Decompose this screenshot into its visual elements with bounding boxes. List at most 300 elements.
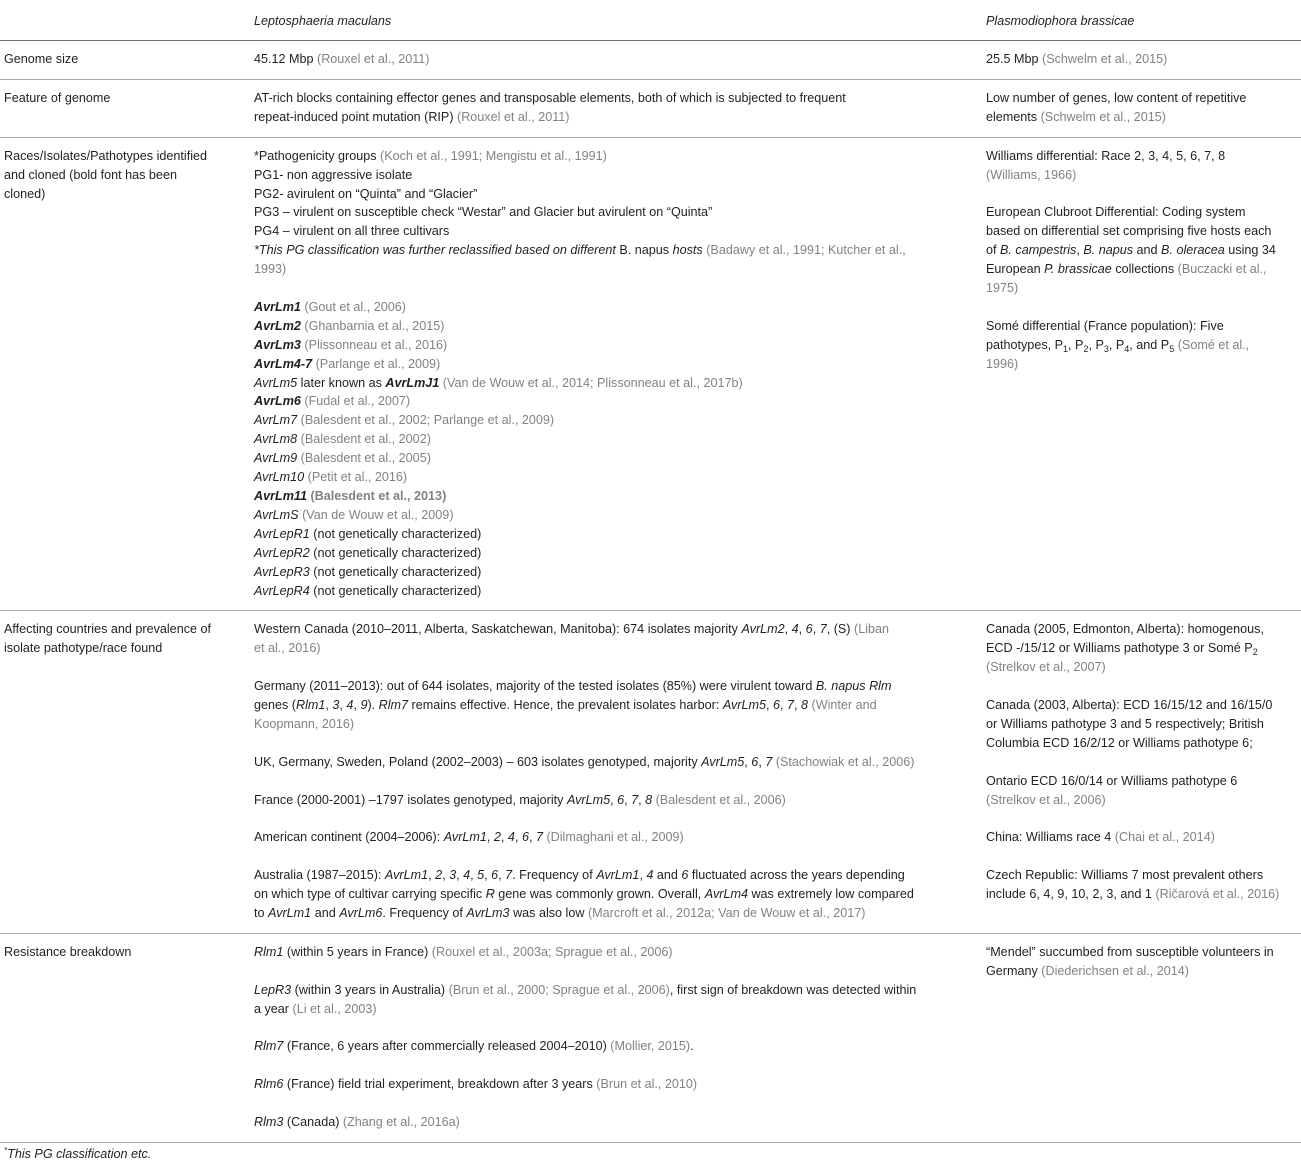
avr-gene-item <box>254 336 976 355</box>
pb-races <box>980 137 1301 611</box>
gene: AvrLm5 <box>566 792 611 807</box>
lm-feature-line2: repeat-induced point mutation (RIP) <box>254 109 454 124</box>
pb-genome-size-value: 25.5 Mbp <box>986 52 1039 66</box>
avr-gene-note: (not genetically characterized) <box>313 583 482 598</box>
lm-genome-size-value: 45.12 Mbp <box>254 52 314 66</box>
pb-some-line <box>986 336 1297 355</box>
pb-ecd-line <box>986 241 1297 260</box>
text: Germany <box>986 963 1038 978</box>
avr-gene-name: AvrLepR2 <box>254 545 310 560</box>
entry-france <box>254 791 976 810</box>
text: , P <box>1068 337 1084 352</box>
avr-gene-name: AvrLm5 <box>254 375 298 390</box>
text: , <box>500 830 505 845</box>
subscript: 1 <box>1063 343 1069 354</box>
text: , <box>484 868 488 883</box>
entry-germany <box>254 677 976 696</box>
text: , <box>784 622 789 637</box>
citation: (Balesdent et al., 2002; Parlange et al., 2009) <box>300 413 555 428</box>
text: of <box>986 243 997 258</box>
avr-gene-item <box>254 582 976 601</box>
citation: (Balesdent et al., 2006) <box>655 792 786 807</box>
pg-note-b: B. napus <box>619 243 670 258</box>
gene: 7 <box>535 830 543 845</box>
citation: (Parlange et al., 2009) <box>315 356 441 371</box>
citation: (Fudal et al., 2007) <box>304 394 411 409</box>
avr-gene-name: AvrLmJ1 <box>385 375 440 390</box>
lm-feature-line1: AT-rich blocks containing effector genes and transposable elements, both of which is subjected to frequent <box>254 90 846 105</box>
text: , <box>470 868 474 883</box>
avr-gene-name: AvrLm11 <box>254 489 307 504</box>
citation: (Dilmaghani et al., 2009) <box>546 830 684 845</box>
text: , (S) <box>826 622 851 637</box>
gene: AvrLm1 <box>384 868 429 883</box>
entry-uk <box>254 753 976 772</box>
citation: (Balesdent et al., 2002) <box>300 432 431 447</box>
text: France (2000-2001) –1797 isolates genotyped, majority <box>254 792 564 807</box>
lm-feature <box>248 79 980 137</box>
row-genome-size <box>0 41 1301 80</box>
text: UK, Germany, Sweden, Poland (2002–2003) – 603 isolates genotyped, majority <box>254 754 698 769</box>
citation: (Badawy et al., 1991; Kutcher et al., <box>706 243 906 258</box>
spacer <box>254 658 976 677</box>
citation: Koopmann, 2016) <box>254 716 355 731</box>
spacer <box>986 298 1297 317</box>
avr-gene-item <box>254 449 976 468</box>
text: ECD -/15/12 or Williams pathotype 3 or Somé P <box>986 641 1253 656</box>
citation: (Strelkov et al., 2007) <box>986 660 1106 675</box>
pb-ecd-line: European Clubroot Differential: Coding system <box>986 205 1246 220</box>
pb-feature-line1: Low number of genes, low content of repetitive <box>986 90 1247 105</box>
table-footnote <box>4 1146 151 1161</box>
gene: 6 <box>617 792 625 807</box>
pb-genome-size <box>980 41 1301 80</box>
gene: AvrLm6 <box>339 905 383 920</box>
citation: (Li et al., 2003) <box>292 1001 377 1016</box>
pb-breakdown <box>980 933 1301 1142</box>
citation: (Zhang et al., 2016a) <box>342 1114 460 1129</box>
text: was also low <box>513 905 585 920</box>
subscript: 2 <box>1252 647 1258 658</box>
text: , <box>812 622 817 637</box>
text: pathotypes, P <box>986 337 1064 352</box>
citation: (Buczacki et al., <box>1177 262 1267 277</box>
avr-gene-note: later known as <box>300 375 382 390</box>
citation: (Balesdent et al., 2005) <box>300 451 431 466</box>
gene: B. napus Rlm <box>815 679 892 694</box>
label-feature: Feature of genome <box>4 90 111 105</box>
citation: (Winter and <box>811 698 877 713</box>
lm-breakdown <box>248 933 980 1142</box>
text: , <box>639 868 643 883</box>
pb-ecd-line: based on differential set comprising five hosts each <box>986 224 1272 239</box>
pg3: PG3 – virulent on susceptible check “Westar” and Glacier but avirulent on “Quinta” <box>254 205 713 220</box>
lm-genome-size <box>248 41 980 80</box>
citation: (Rouxel et al., 2011) <box>457 109 570 124</box>
pg-title <box>254 147 976 166</box>
gene: Rlm7 <box>378 698 409 713</box>
citation: (Somé et al., <box>1177 337 1250 352</box>
pb-canada-2005 <box>986 639 1297 658</box>
citation: (Stachowiak et al., 2006) <box>775 754 915 769</box>
text: , first sign of breakdown was detected within <box>669 982 917 997</box>
avr-gene-name: AvrLm10 <box>254 470 305 485</box>
text: (France, 6 years after commercially released 2004–2010) <box>286 1039 607 1054</box>
avr-gene-item <box>254 506 976 525</box>
entry-australia <box>254 885 976 904</box>
pb-canada-2005: Canada (2005, Edmonton, Alberta): homogenous, <box>986 622 1264 637</box>
citation: (Liban <box>854 622 890 637</box>
gene: 8 <box>645 792 653 807</box>
text: , <box>528 830 533 845</box>
avr-gene-item <box>254 355 976 374</box>
text: was extremely low compared <box>751 887 914 902</box>
citation: 1993) <box>254 262 287 277</box>
avr-gene-name: AvrLm1 <box>254 299 301 314</box>
text: . Frequency of <box>382 905 463 920</box>
avr-gene-name: AvrLepR1 <box>254 526 310 541</box>
header-empty <box>0 0 248 41</box>
text: , <box>758 754 762 769</box>
entry-western-canada <box>254 620 976 639</box>
spacer <box>986 809 1297 828</box>
gene: AvrLm5 <box>722 698 766 713</box>
subscript: 5 <box>1169 343 1175 354</box>
avr-gene-list <box>254 298 976 601</box>
text: Germany (2011–2013): out of 644 isolates, majority of the tested isolates (85%) were virulent toward <box>254 679 813 694</box>
avr-gene-item <box>254 525 976 544</box>
pb-canada-2003: Canada (2003, Alberta): ECD 16/15/12 and 16/15/0 <box>986 698 1273 713</box>
entry-rlm7 <box>254 1037 976 1056</box>
text: include 6, 4, 9, 10, 2, 3, and 1 <box>986 887 1152 902</box>
avr-gene-item <box>254 430 976 449</box>
gene: AvrLm2 <box>741 622 785 637</box>
species: P. brassicae <box>1044 262 1112 277</box>
avr-gene-name: AvrLm9 <box>254 451 298 466</box>
avr-gene-item <box>254 392 976 411</box>
spacer <box>986 753 1297 772</box>
citation: (Van de Wouw et al., 2009) <box>302 507 454 522</box>
footnote-mark: * <box>4 1146 8 1155</box>
entry-lepr3 <box>254 1000 976 1019</box>
citation: (Brun et al., 2010) <box>596 1077 698 1092</box>
spacer <box>254 279 976 298</box>
gene: 2 <box>435 868 443 883</box>
text: , <box>514 830 519 845</box>
text: , <box>780 698 784 713</box>
pb-ontario: Ontario ECD 16/0/14 or Williams pathotype 6 <box>986 773 1238 788</box>
text: , and P <box>1129 337 1170 352</box>
species: B. napus <box>1083 243 1134 258</box>
text: genes ( <box>254 698 297 713</box>
text: , <box>486 830 491 845</box>
spacer <box>254 734 976 753</box>
avr-gene-item <box>254 374 976 393</box>
citation: (Rouxel et al., 2011) <box>317 52 430 66</box>
text: remains effective. Hence, the prevalent isolates harbor: <box>411 698 720 713</box>
spacer <box>254 772 976 791</box>
text: , <box>325 698 329 713</box>
text: , <box>794 698 798 713</box>
spacer <box>986 847 1297 866</box>
pg4: PG4 – virulent on all three cultivars <box>254 224 450 239</box>
citation: (Mollier, 2015) <box>610 1039 691 1054</box>
pg-note <box>254 241 976 260</box>
text: , <box>638 792 642 807</box>
pb-feature <box>980 79 1301 137</box>
citation: (Schwelm et al., 2015) <box>1040 109 1166 124</box>
lm-countries <box>248 611 980 933</box>
gene: 3 <box>332 698 340 713</box>
text: . <box>690 1039 694 1054</box>
text: , <box>428 868 432 883</box>
text: , <box>798 622 803 637</box>
entry-lepr3 <box>254 981 976 1000</box>
entry-australia <box>254 904 976 923</box>
gene: 7 <box>819 622 827 637</box>
pb-canada-2003: Columbia ECD 16/2/12 or Williams pathotype 6; <box>986 735 1253 750</box>
text: , P <box>1108 337 1125 352</box>
avr-gene-name: AvrLepR3 <box>254 564 310 579</box>
avr-gene-name: AvrLm2 <box>254 318 301 333</box>
gene: 6 <box>773 698 781 713</box>
avr-gene-name: AvrLm8 <box>254 432 298 447</box>
gene: Rlm7 <box>254 1039 284 1054</box>
text: to <box>254 905 265 920</box>
pg-note-c: hosts <box>672 243 703 258</box>
row-breakdown <box>0 933 1301 1142</box>
label-countries-line: Affecting countries and prevalence of <box>4 622 211 637</box>
pb-feature-line2: elements <box>986 109 1038 124</box>
pb-czech <box>986 885 1297 904</box>
citation: (Williams, 1966) <box>986 167 1077 182</box>
text: (within 5 years in France) <box>286 944 429 959</box>
avr-gene-item <box>254 487 976 506</box>
text: . Frequency of <box>512 868 593 883</box>
avr-gene-item <box>254 563 976 582</box>
pb-ecd-line <box>986 260 1297 279</box>
pg1: PG1- non aggressive isolate <box>254 167 413 182</box>
avr-gene-item <box>254 317 976 336</box>
citation: (Balesdent et al., 2013) <box>310 489 447 504</box>
label-races <box>0 137 248 611</box>
gene: AvrLm1 <box>596 868 640 883</box>
gene: 6 <box>805 622 813 637</box>
entry-germany <box>254 696 976 715</box>
citation: (Marcroft et al., 2012a; Van de Wouw et al., 2017) <box>587 905 866 920</box>
gene: 7 <box>787 698 795 713</box>
avr-gene-name: AvrLmS <box>254 507 299 522</box>
text: a year <box>254 1001 290 1016</box>
text: (France) field trial experiment, breakdown after 3 years <box>286 1077 593 1092</box>
text: , <box>339 698 343 713</box>
avr-gene-name: AvrLm6 <box>254 394 301 409</box>
text: and <box>656 868 678 883</box>
label-breakdown: Resistance breakdown <box>4 944 132 959</box>
entry-rlm3 <box>254 1113 976 1132</box>
spacer <box>986 677 1297 696</box>
gene: 3 <box>449 868 457 883</box>
entry-rlm6 <box>254 1075 976 1094</box>
text: ). <box>367 698 376 713</box>
avr-gene-name: AvrLm7 <box>254 413 298 428</box>
pb-china <box>986 828 1297 847</box>
avr-gene-note: (not genetically characterized) <box>313 526 482 541</box>
label-races-line: and cloned (bold font has been <box>4 167 177 182</box>
row-feature <box>0 79 1301 137</box>
citation: et al., 2016) <box>254 641 321 656</box>
gene: Rlm3 <box>254 1114 284 1129</box>
citation: (Gout et al., 2006) <box>304 299 406 314</box>
avr-gene-name: AvrLepR4 <box>254 583 310 598</box>
label-countries <box>0 611 248 933</box>
gene: 7 <box>631 792 639 807</box>
citation: (Van de Wouw et al., 2014; Plissonneau et al., 2017b) <box>442 375 743 390</box>
entry-australia <box>254 866 976 885</box>
text: on which type of cultivar carrying specific <box>254 887 483 902</box>
gene: 6 <box>751 754 759 769</box>
pb-some-line: Somé differential (France population): Five <box>986 318 1224 333</box>
species: B. campestris <box>1000 243 1077 258</box>
label-countries-line: isolate pathotype/race found <box>4 641 163 656</box>
text: , <box>624 792 628 807</box>
avr-gene-name: AvrLm4-7 <box>254 356 313 371</box>
citation: (Koch et al., 1991; Mengistu et al., 1991) <box>380 148 607 163</box>
pb-czech: Czech Republic: Williams 7 most prevalent others <box>986 868 1264 883</box>
gene: AvrLm5 <box>701 754 745 769</box>
subscript: 2 <box>1083 343 1089 354</box>
label-genome-size: Genome size <box>4 52 79 66</box>
spacer <box>254 1056 976 1075</box>
spacer <box>986 185 1297 204</box>
citation: (Ghanbarnia et al., 2015) <box>304 318 445 333</box>
gene: Rlm6 <box>254 1077 284 1092</box>
gene: AvrLm3 <box>466 905 510 920</box>
text: , <box>610 792 614 807</box>
pg-note-a: *This PG classification was further reclassified based on different <box>254 243 616 258</box>
avr-gene-name: AvrLm3 <box>254 337 301 352</box>
avr-gene-item <box>254 411 976 430</box>
text: Western Canada (2010–2011, Alberta, Saskatchewan, Manitoba): 674 isolates majority <box>254 622 738 637</box>
entry-rlm1 <box>254 943 976 962</box>
gene: 4 <box>346 698 354 713</box>
gene: 2 <box>493 830 501 845</box>
text: , <box>498 868 502 883</box>
gene: AvrLm4 <box>704 887 748 902</box>
text: fluctuated across the years depending <box>691 868 905 883</box>
gene: Rlm1 <box>254 944 284 959</box>
footnote-text: This PG classification etc. <box>7 1147 152 1162</box>
pg2: PG2- avirulent on “Quinta” and “Glacier” <box>254 186 478 201</box>
citation: (Ričarová et al., 2016) <box>1155 887 1280 902</box>
avr-gene-note: (not genetically characterized) <box>313 545 482 560</box>
text: collections <box>1115 262 1175 277</box>
pb-countries <box>980 611 1301 933</box>
citation: (Petit et al., 2016) <box>307 470 408 485</box>
gene: 6 <box>521 830 529 845</box>
citation: 1996) <box>986 356 1019 371</box>
avr-gene-item <box>254 298 976 317</box>
text: European <box>986 262 1041 277</box>
pb-williams: Williams differential: Race 2, 3, 4, 5, 6, 7, 8 <box>986 148 1226 163</box>
gene: 5 <box>477 868 485 883</box>
text: Australia (1987–2015): <box>254 868 382 883</box>
gene: 6 <box>491 868 499 883</box>
text: , <box>1076 243 1080 258</box>
pb-mendel: “Mendel” succumbed from susceptible volunteers in <box>986 944 1274 959</box>
text: , <box>766 698 770 713</box>
row-countries <box>0 611 1301 933</box>
citation: (Strelkov et al., 2006) <box>986 792 1106 807</box>
text: , <box>442 868 446 883</box>
citation: (Plissonneau et al., 2016) <box>304 337 448 352</box>
text: (within 3 years in Australia) <box>294 982 446 997</box>
pb-canada-2003: or Williams pathotype 3 and 5 respectively; British <box>986 716 1264 731</box>
avr-gene-note: (not genetically characterized) <box>313 564 482 579</box>
citation: (Rouxel et al., 2003a; Sprague et al., 2006) <box>431 944 673 959</box>
citation: (Brun et al., 2000; Sprague et al., 2006) <box>448 982 670 997</box>
text: (Canada) <box>286 1114 340 1129</box>
gene: 4 <box>646 868 654 883</box>
pb-mendel <box>986 962 1297 981</box>
gene: 4 <box>463 868 471 883</box>
text: , <box>744 754 748 769</box>
text: and <box>314 905 336 920</box>
citation: (Schwelm et al., 2015) <box>1042 52 1168 66</box>
header-plasmodiophora: Plasmodiophora brassicae <box>986 14 1135 28</box>
gene: 6 <box>681 868 689 883</box>
row-races <box>0 137 1301 611</box>
text: American continent (2004–2006): <box>254 830 441 845</box>
spacer <box>254 847 976 866</box>
citation: 1975) <box>986 281 1019 296</box>
subscript: 3 <box>1103 343 1109 354</box>
species: B. oleracea <box>1161 243 1225 258</box>
text: using 34 <box>1228 243 1276 258</box>
gene: Rlm1 <box>296 698 326 713</box>
pg-title-text: *Pathogenicity groups <box>254 148 377 163</box>
citation: (Chai et al., 2014) <box>1114 830 1215 845</box>
spacer <box>254 1018 976 1037</box>
gene: LepR3 <box>254 982 292 997</box>
lm-races <box>248 137 980 611</box>
header-row <box>0 0 1301 41</box>
gene: 4 <box>791 622 799 637</box>
subscript: 4 <box>1124 343 1130 354</box>
text: , <box>353 698 357 713</box>
spacer <box>254 1094 976 1113</box>
avr-gene-item <box>254 544 976 563</box>
label-races-line: Races/Isolates/Pathotypes identified <box>4 148 208 163</box>
gene: R <box>485 887 495 902</box>
text: and <box>1136 243 1158 258</box>
gene: 9 <box>360 698 368 713</box>
text: gene was commonly grown. Overall, <box>498 887 702 902</box>
spacer <box>254 962 976 981</box>
gene: 7 <box>505 868 513 883</box>
gene: 8 <box>801 698 809 713</box>
text: , P <box>1088 337 1104 352</box>
gene: AvrLm1 <box>268 905 312 920</box>
avr-gene-item <box>254 468 976 487</box>
text: , <box>456 868 460 883</box>
header-leptosphaeria: Leptosphaeria maculans <box>254 14 392 28</box>
spacer <box>254 809 976 828</box>
gene: AvrLm1 <box>443 830 487 845</box>
gene: 4 <box>507 830 515 845</box>
text: China: Williams race 4 <box>986 830 1112 845</box>
citation: (Diederichsen et al., 2014) <box>1041 963 1190 978</box>
